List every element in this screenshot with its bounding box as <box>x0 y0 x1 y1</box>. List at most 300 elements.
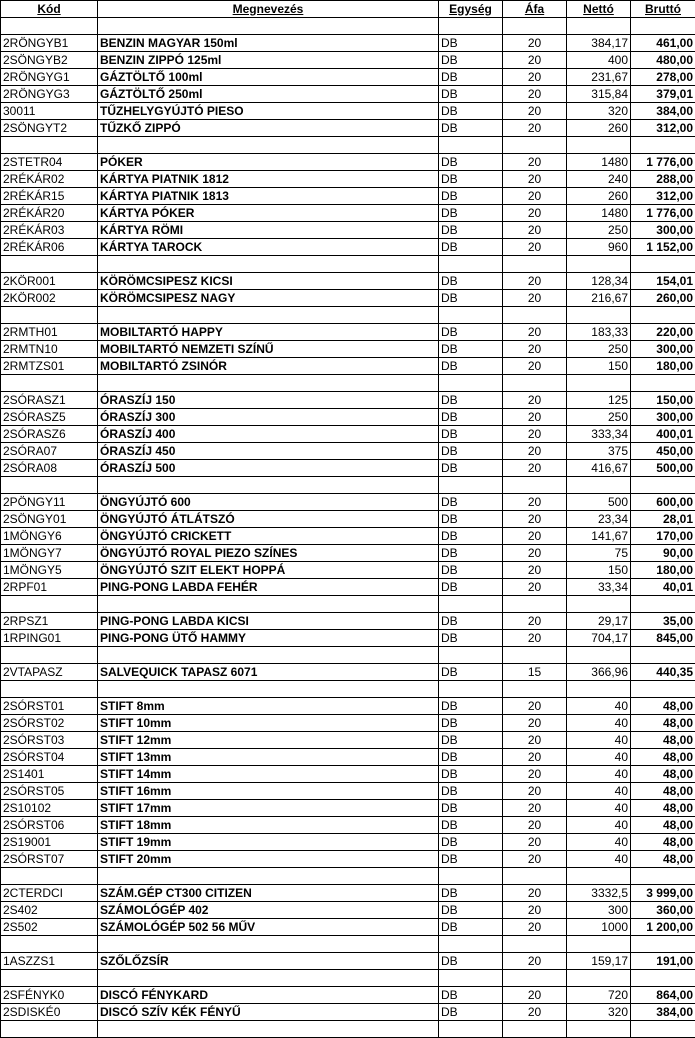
cell-name[interactable]: KÁRTYA PIATNIK 1813 <box>98 188 439 205</box>
empty-cell[interactable] <box>567 681 631 698</box>
cell-name[interactable]: KÁRTYA TAROCK <box>98 239 439 256</box>
cell-net[interactable]: 75 <box>567 545 631 562</box>
cell-gross[interactable]: 278,00 <box>631 69 695 86</box>
cell-net[interactable]: 150 <box>567 562 631 579</box>
cell-code[interactable]: 2SÖNGYB2 <box>1 52 98 69</box>
cell-name[interactable]: GÁZTÖLTŐ 250ml <box>98 86 439 103</box>
cell-vat[interactable]: 20 <box>503 562 567 579</box>
cell-vat[interactable]: 20 <box>503 188 567 205</box>
empty-cell[interactable] <box>503 375 567 392</box>
cell-net[interactable]: 216,67 <box>567 290 631 307</box>
cell-code[interactable]: 2SÓRST01 <box>1 698 98 715</box>
cell-code[interactable]: 2SÓRASZ5 <box>1 409 98 426</box>
empty-cell[interactable] <box>439 137 503 154</box>
cell-vat[interactable]: 15 <box>503 664 567 681</box>
empty-cell[interactable] <box>439 970 503 987</box>
cell-code[interactable]: 2S502 <box>1 919 98 936</box>
cell-net[interactable]: 320 <box>567 1004 631 1021</box>
cell-unit[interactable]: DB <box>439 103 503 120</box>
cell-unit[interactable]: DB <box>439 86 503 103</box>
cell-gross[interactable]: 220,00 <box>631 324 695 341</box>
cell-vat[interactable]: 20 <box>503 834 567 851</box>
empty-cell[interactable] <box>567 647 631 664</box>
empty-cell[interactable] <box>503 936 567 953</box>
empty-cell[interactable] <box>567 477 631 494</box>
cell-net[interactable]: 40 <box>567 715 631 732</box>
empty-cell[interactable] <box>439 681 503 698</box>
cell-vat[interactable]: 20 <box>503 919 567 936</box>
empty-cell[interactable] <box>503 477 567 494</box>
empty-cell[interactable] <box>1 477 98 494</box>
cell-code[interactable]: 2KÖR002 <box>1 290 98 307</box>
cell-unit[interactable]: DB <box>439 732 503 749</box>
empty-cell[interactable] <box>98 137 439 154</box>
cell-name[interactable]: STIFT 14mm <box>98 766 439 783</box>
cell-unit[interactable]: DB <box>439 426 503 443</box>
cell-gross[interactable]: 300,00 <box>631 341 695 358</box>
header-vat[interactable]: Áfa <box>503 1 567 18</box>
cell-unit[interactable]: DB <box>439 409 503 426</box>
cell-code[interactable]: 2S402 <box>1 902 98 919</box>
empty-cell[interactable] <box>567 256 631 273</box>
empty-cell[interactable] <box>98 1021 439 1038</box>
cell-name[interactable]: STIFT 18mm <box>98 817 439 834</box>
cell-net[interactable]: 40 <box>567 749 631 766</box>
cell-name[interactable]: TŰZKŐ ZIPPÓ <box>98 120 439 137</box>
cell-name[interactable]: STIFT 20mm <box>98 851 439 868</box>
empty-cell[interactable] <box>631 256 695 273</box>
empty-cell[interactable] <box>631 1021 695 1038</box>
cell-gross[interactable]: 3 999,00 <box>631 885 695 902</box>
cell-vat[interactable]: 20 <box>503 358 567 375</box>
cell-unit[interactable]: DB <box>439 341 503 358</box>
cell-code[interactable]: 2S19001 <box>1 834 98 851</box>
cell-vat[interactable]: 20 <box>503 341 567 358</box>
empty-cell[interactable] <box>631 18 695 35</box>
cell-code[interactable]: 2SÓRA08 <box>1 460 98 477</box>
cell-gross[interactable]: 360,00 <box>631 902 695 919</box>
cell-code[interactable]: 1MÖNGY6 <box>1 528 98 545</box>
cell-unit[interactable]: DB <box>439 52 503 69</box>
cell-gross[interactable]: 845,00 <box>631 630 695 647</box>
cell-code[interactable]: 2RÉKÁR06 <box>1 239 98 256</box>
empty-cell[interactable] <box>439 936 503 953</box>
cell-vat[interactable]: 20 <box>503 426 567 443</box>
cell-vat[interactable]: 20 <box>503 120 567 137</box>
cell-vat[interactable]: 20 <box>503 154 567 171</box>
cell-gross[interactable]: 480,00 <box>631 52 695 69</box>
empty-cell[interactable] <box>567 137 631 154</box>
cell-net[interactable]: 159,17 <box>567 953 631 970</box>
empty-cell[interactable] <box>631 936 695 953</box>
cell-unit[interactable]: DB <box>439 953 503 970</box>
cell-gross[interactable]: 48,00 <box>631 783 695 800</box>
empty-cell[interactable] <box>1 681 98 698</box>
cell-gross[interactable]: 48,00 <box>631 715 695 732</box>
cell-net[interactable]: 183,33 <box>567 324 631 341</box>
cell-code[interactable]: 1MÖNGY7 <box>1 545 98 562</box>
cell-net[interactable]: 40 <box>567 800 631 817</box>
cell-vat[interactable]: 20 <box>503 800 567 817</box>
cell-net[interactable]: 416,67 <box>567 460 631 477</box>
empty-cell[interactable] <box>631 647 695 664</box>
cell-gross[interactable]: 48,00 <box>631 834 695 851</box>
empty-cell[interactable] <box>1 256 98 273</box>
cell-net[interactable]: 1480 <box>567 205 631 222</box>
cell-code[interactable]: 2SÓRST04 <box>1 749 98 766</box>
empty-cell[interactable] <box>503 18 567 35</box>
cell-name[interactable]: ÓRASZÍJ 400 <box>98 426 439 443</box>
cell-gross[interactable]: 180,00 <box>631 358 695 375</box>
cell-gross[interactable]: 1 200,00 <box>631 919 695 936</box>
cell-name[interactable]: KÁRTYA PÓKER <box>98 205 439 222</box>
cell-vat[interactable]: 20 <box>503 953 567 970</box>
cell-name[interactable]: PING-PONG ÜTŐ HAMMY <box>98 630 439 647</box>
cell-net[interactable]: 141,67 <box>567 528 631 545</box>
cell-gross[interactable]: 864,00 <box>631 987 695 1004</box>
cell-unit[interactable]: DB <box>439 358 503 375</box>
cell-vat[interactable]: 20 <box>503 103 567 120</box>
empty-cell[interactable] <box>98 596 439 613</box>
cell-name[interactable]: DISCÓ SZÍV KÉK FÉNYŰ <box>98 1004 439 1021</box>
empty-cell[interactable] <box>631 681 695 698</box>
empty-cell[interactable] <box>503 647 567 664</box>
empty-cell[interactable] <box>98 307 439 324</box>
header-code[interactable]: Kód <box>1 1 98 18</box>
cell-name[interactable]: TŰZHELYGYÚJTÓ PIESO <box>98 103 439 120</box>
cell-name[interactable]: ÓRASZÍJ 300 <box>98 409 439 426</box>
cell-net[interactable]: 125 <box>567 392 631 409</box>
cell-code[interactable]: 2SÓRASZ6 <box>1 426 98 443</box>
empty-cell[interactable] <box>631 868 695 885</box>
cell-unit[interactable]: DB <box>439 290 503 307</box>
empty-cell[interactable] <box>631 375 695 392</box>
cell-code[interactable]: 2SÓRST02 <box>1 715 98 732</box>
cell-name[interactable]: ÓRASZÍJ 450 <box>98 443 439 460</box>
cell-net[interactable]: 40 <box>567 732 631 749</box>
empty-cell[interactable] <box>98 256 439 273</box>
cell-name[interactable]: SZÁM.GÉP CT300 CITIZEN <box>98 885 439 902</box>
cell-code[interactable]: 2SÖNGY01 <box>1 511 98 528</box>
cell-vat[interactable]: 20 <box>503 69 567 86</box>
cell-net[interactable]: 260 <box>567 188 631 205</box>
cell-gross[interactable]: 312,00 <box>631 120 695 137</box>
cell-code[interactable]: 2PÖNGY11 <box>1 494 98 511</box>
cell-code[interactable]: 2CTERDCI <box>1 885 98 902</box>
cell-net[interactable]: 720 <box>567 987 631 1004</box>
cell-unit[interactable]: DB <box>439 885 503 902</box>
cell-net[interactable]: 3332,5 <box>567 885 631 902</box>
cell-unit[interactable]: DB <box>439 902 503 919</box>
cell-unit[interactable]: DB <box>439 35 503 52</box>
cell-name[interactable]: STIFT 12mm <box>98 732 439 749</box>
empty-cell[interactable] <box>503 1021 567 1038</box>
empty-cell[interactable] <box>631 307 695 324</box>
cell-gross[interactable]: 600,00 <box>631 494 695 511</box>
cell-unit[interactable]: DB <box>439 324 503 341</box>
cell-vat[interactable]: 20 <box>503 171 567 188</box>
cell-net[interactable]: 40 <box>567 851 631 868</box>
cell-net[interactable]: 240 <box>567 171 631 188</box>
cell-vat[interactable]: 20 <box>503 987 567 1004</box>
cell-unit[interactable]: DB <box>439 630 503 647</box>
cell-vat[interactable]: 20 <box>503 545 567 562</box>
cell-unit[interactable]: DB <box>439 205 503 222</box>
empty-cell[interactable] <box>439 1021 503 1038</box>
empty-cell[interactable] <box>503 256 567 273</box>
cell-unit[interactable]: DB <box>439 783 503 800</box>
cell-code[interactable]: 30011 <box>1 103 98 120</box>
empty-cell[interactable] <box>98 18 439 35</box>
cell-unit[interactable]: DB <box>439 273 503 290</box>
cell-code[interactable]: 1MÖNGY5 <box>1 562 98 579</box>
cell-name[interactable]: SZŐLŐZSÍR <box>98 953 439 970</box>
empty-cell[interactable] <box>503 681 567 698</box>
cell-unit[interactable]: DB <box>439 749 503 766</box>
cell-name[interactable]: STIFT 10mm <box>98 715 439 732</box>
cell-gross[interactable]: 48,00 <box>631 851 695 868</box>
cell-name[interactable]: BENZIN ZIPPÓ 125ml <box>98 52 439 69</box>
cell-net[interactable]: 260 <box>567 120 631 137</box>
cell-gross[interactable]: 500,00 <box>631 460 695 477</box>
cell-code[interactable]: 1RPING01 <box>1 630 98 647</box>
cell-gross[interactable]: 288,00 <box>631 171 695 188</box>
cell-net[interactable]: 40 <box>567 834 631 851</box>
cell-unit[interactable]: DB <box>439 171 503 188</box>
cell-net[interactable]: 366,96 <box>567 664 631 681</box>
cell-net[interactable]: 1000 <box>567 919 631 936</box>
cell-name[interactable]: KÖRÖMCSIPESZ NAGY <box>98 290 439 307</box>
cell-gross[interactable]: 450,00 <box>631 443 695 460</box>
empty-cell[interactable] <box>439 647 503 664</box>
empty-cell[interactable] <box>1 647 98 664</box>
cell-gross[interactable]: 180,00 <box>631 562 695 579</box>
cell-vat[interactable]: 20 <box>503 630 567 647</box>
empty-cell[interactable] <box>503 868 567 885</box>
cell-unit[interactable]: DB <box>439 69 503 86</box>
cell-unit[interactable]: DB <box>439 919 503 936</box>
cell-unit[interactable]: DB <box>439 392 503 409</box>
cell-unit[interactable]: DB <box>439 239 503 256</box>
cell-vat[interactable]: 20 <box>503 766 567 783</box>
cell-gross[interactable]: 1 776,00 <box>631 205 695 222</box>
cell-unit[interactable]: DB <box>439 613 503 630</box>
cell-gross[interactable]: 48,00 <box>631 698 695 715</box>
cell-name[interactable]: ÓRASZÍJ 500 <box>98 460 439 477</box>
cell-vat[interactable]: 20 <box>503 86 567 103</box>
cell-net[interactable]: 40 <box>567 817 631 834</box>
cell-name[interactable]: SZÁMOLÓGÉP 402 <box>98 902 439 919</box>
cell-name[interactable]: MOBILTARTÓ HAPPY <box>98 324 439 341</box>
empty-cell[interactable] <box>98 970 439 987</box>
cell-code[interactable]: 2RÉKÁR15 <box>1 188 98 205</box>
cell-vat[interactable]: 20 <box>503 885 567 902</box>
cell-code[interactable]: 2VTAPASZ <box>1 664 98 681</box>
empty-cell[interactable] <box>1 868 98 885</box>
cell-gross[interactable]: 191,00 <box>631 953 695 970</box>
cell-net[interactable]: 1480 <box>567 154 631 171</box>
empty-cell[interactable] <box>567 868 631 885</box>
cell-vat[interactable]: 20 <box>503 817 567 834</box>
cell-unit[interactable]: DB <box>439 987 503 1004</box>
cell-name[interactable]: ÖNGYÚJTÓ ROYAL PIEZO SZÍNES <box>98 545 439 562</box>
empty-cell[interactable] <box>98 868 439 885</box>
cell-name[interactable]: PING-PONG LABDA FEHÉR <box>98 579 439 596</box>
empty-cell[interactable] <box>567 596 631 613</box>
cell-vat[interactable]: 20 <box>503 409 567 426</box>
cell-gross[interactable]: 48,00 <box>631 800 695 817</box>
cell-name[interactable]: SZÁMOLÓGÉP 502 56 MŰV <box>98 919 439 936</box>
empty-cell[interactable] <box>1 596 98 613</box>
cell-unit[interactable]: DB <box>439 834 503 851</box>
header-net[interactable]: Nettó <box>567 1 631 18</box>
cell-vat[interactable]: 20 <box>503 579 567 596</box>
cell-vat[interactable]: 20 <box>503 715 567 732</box>
header-name[interactable]: Megnevezés <box>98 1 439 18</box>
empty-cell[interactable] <box>98 681 439 698</box>
cell-name[interactable]: MOBILTARTÓ NEMZETI SZÍNŰ <box>98 341 439 358</box>
cell-net[interactable]: 384,17 <box>567 35 631 52</box>
cell-name[interactable]: GÁZTÖLTŐ 100ml <box>98 69 439 86</box>
cell-name[interactable]: STIFT 13mm <box>98 749 439 766</box>
cell-gross[interactable]: 1 152,00 <box>631 239 695 256</box>
cell-unit[interactable]: DB <box>439 528 503 545</box>
cell-unit[interactable]: DB <box>439 766 503 783</box>
cell-net[interactable]: 320 <box>567 103 631 120</box>
cell-vat[interactable]: 20 <box>503 613 567 630</box>
cell-vat[interactable]: 20 <box>503 35 567 52</box>
cell-net[interactable]: 250 <box>567 341 631 358</box>
cell-vat[interactable]: 20 <box>503 324 567 341</box>
cell-unit[interactable]: DB <box>439 222 503 239</box>
cell-gross[interactable]: 48,00 <box>631 817 695 834</box>
empty-cell[interactable] <box>98 375 439 392</box>
cell-vat[interactable]: 20 <box>503 902 567 919</box>
cell-net[interactable]: 315,84 <box>567 86 631 103</box>
cell-code[interactable]: 2RÉKÁR20 <box>1 205 98 222</box>
empty-cell[interactable] <box>439 477 503 494</box>
empty-cell[interactable] <box>567 375 631 392</box>
empty-cell[interactable] <box>503 137 567 154</box>
cell-name[interactable]: BENZIN MAGYAR 150ml <box>98 35 439 52</box>
cell-code[interactable]: 2RÉKÁR03 <box>1 222 98 239</box>
cell-unit[interactable]: DB <box>439 188 503 205</box>
cell-gross[interactable]: 28,01 <box>631 511 695 528</box>
empty-cell[interactable] <box>439 868 503 885</box>
cell-name[interactable]: ÖNGYÚJTÓ ÁTLÁTSZÓ <box>98 511 439 528</box>
empty-cell[interactable] <box>439 256 503 273</box>
cell-code[interactable]: 2RMTH01 <box>1 324 98 341</box>
cell-name[interactable]: ÖNGYÚJTÓ 600 <box>98 494 439 511</box>
cell-vat[interactable]: 20 <box>503 511 567 528</box>
cell-code[interactable]: 2RÖNGYG1 <box>1 69 98 86</box>
cell-unit[interactable]: DB <box>439 800 503 817</box>
cell-code[interactable]: 2KÖR001 <box>1 273 98 290</box>
cell-name[interactable]: STIFT 16mm <box>98 783 439 800</box>
cell-vat[interactable]: 20 <box>503 273 567 290</box>
cell-net[interactable]: 40 <box>567 766 631 783</box>
cell-code[interactable]: 2RPF01 <box>1 579 98 596</box>
empty-cell[interactable] <box>567 307 631 324</box>
cell-gross[interactable]: 300,00 <box>631 409 695 426</box>
empty-cell[interactable] <box>1 307 98 324</box>
cell-code[interactable]: 1ASZZS1 <box>1 953 98 970</box>
cell-unit[interactable]: DB <box>439 1004 503 1021</box>
cell-vat[interactable]: 20 <box>503 205 567 222</box>
cell-unit[interactable]: DB <box>439 511 503 528</box>
empty-cell[interactable] <box>439 375 503 392</box>
empty-cell[interactable] <box>1 137 98 154</box>
cell-net[interactable]: 150 <box>567 358 631 375</box>
cell-gross[interactable]: 40,01 <box>631 579 695 596</box>
cell-name[interactable]: KÁRTYA RÖMI <box>98 222 439 239</box>
cell-name[interactable]: PÓKER <box>98 154 439 171</box>
header-unit[interactable]: Egység <box>439 1 503 18</box>
cell-unit[interactable]: DB <box>439 698 503 715</box>
cell-unit[interactable]: DB <box>439 579 503 596</box>
cell-unit[interactable]: DB <box>439 664 503 681</box>
cell-vat[interactable]: 20 <box>503 528 567 545</box>
cell-net[interactable]: 375 <box>567 443 631 460</box>
cell-gross[interactable]: 35,00 <box>631 613 695 630</box>
cell-code[interactable]: 2SFÉNYK0 <box>1 987 98 1004</box>
cell-unit[interactable]: DB <box>439 443 503 460</box>
cell-net[interactable]: 960 <box>567 239 631 256</box>
cell-vat[interactable]: 20 <box>503 52 567 69</box>
cell-gross[interactable]: 154,01 <box>631 273 695 290</box>
cell-net[interactable]: 500 <box>567 494 631 511</box>
cell-gross[interactable]: 260,00 <box>631 290 695 307</box>
empty-cell[interactable] <box>631 970 695 987</box>
empty-cell[interactable] <box>439 18 503 35</box>
cell-name[interactable]: ÖNGYÚJTÓ SZIT ELEKT HOPPÁ <box>98 562 439 579</box>
cell-gross[interactable]: 384,00 <box>631 1004 695 1021</box>
cell-vat[interactable]: 20 <box>503 290 567 307</box>
cell-vat[interactable]: 20 <box>503 392 567 409</box>
cell-gross[interactable]: 461,00 <box>631 35 695 52</box>
cell-net[interactable]: 128,34 <box>567 273 631 290</box>
cell-vat[interactable]: 20 <box>503 732 567 749</box>
empty-cell[interactable] <box>98 477 439 494</box>
cell-gross[interactable]: 300,00 <box>631 222 695 239</box>
cell-name[interactable]: ÖNGYÚJTÓ CRICKETT <box>98 528 439 545</box>
cell-code[interactable]: 2SÓRST07 <box>1 851 98 868</box>
cell-code[interactable]: 2SÓRST05 <box>1 783 98 800</box>
cell-code[interactable]: 2SÓRST03 <box>1 732 98 749</box>
cell-vat[interactable]: 20 <box>503 698 567 715</box>
cell-gross[interactable]: 150,00 <box>631 392 695 409</box>
cell-gross[interactable]: 48,00 <box>631 732 695 749</box>
empty-cell[interactable] <box>567 1021 631 1038</box>
cell-net[interactable]: 33,34 <box>567 579 631 596</box>
cell-net[interactable]: 300 <box>567 902 631 919</box>
empty-cell[interactable] <box>439 596 503 613</box>
cell-code[interactable]: 2RPSZ1 <box>1 613 98 630</box>
cell-net[interactable]: 400 <box>567 52 631 69</box>
cell-name[interactable]: STIFT 17mm <box>98 800 439 817</box>
empty-cell[interactable] <box>98 647 439 664</box>
cell-net[interactable]: 29,17 <box>567 613 631 630</box>
header-gross[interactable]: Bruttó <box>631 1 695 18</box>
cell-gross[interactable]: 48,00 <box>631 749 695 766</box>
cell-name[interactable]: PING-PONG LABDA KICSI <box>98 613 439 630</box>
cell-name[interactable]: SALVEQUICK TAPASZ 6071 <box>98 664 439 681</box>
cell-vat[interactable]: 20 <box>503 443 567 460</box>
empty-cell[interactable] <box>631 596 695 613</box>
cell-unit[interactable]: DB <box>439 562 503 579</box>
cell-gross[interactable]: 384,00 <box>631 103 695 120</box>
cell-name[interactable]: KÁRTYA PIATNIK 1812 <box>98 171 439 188</box>
